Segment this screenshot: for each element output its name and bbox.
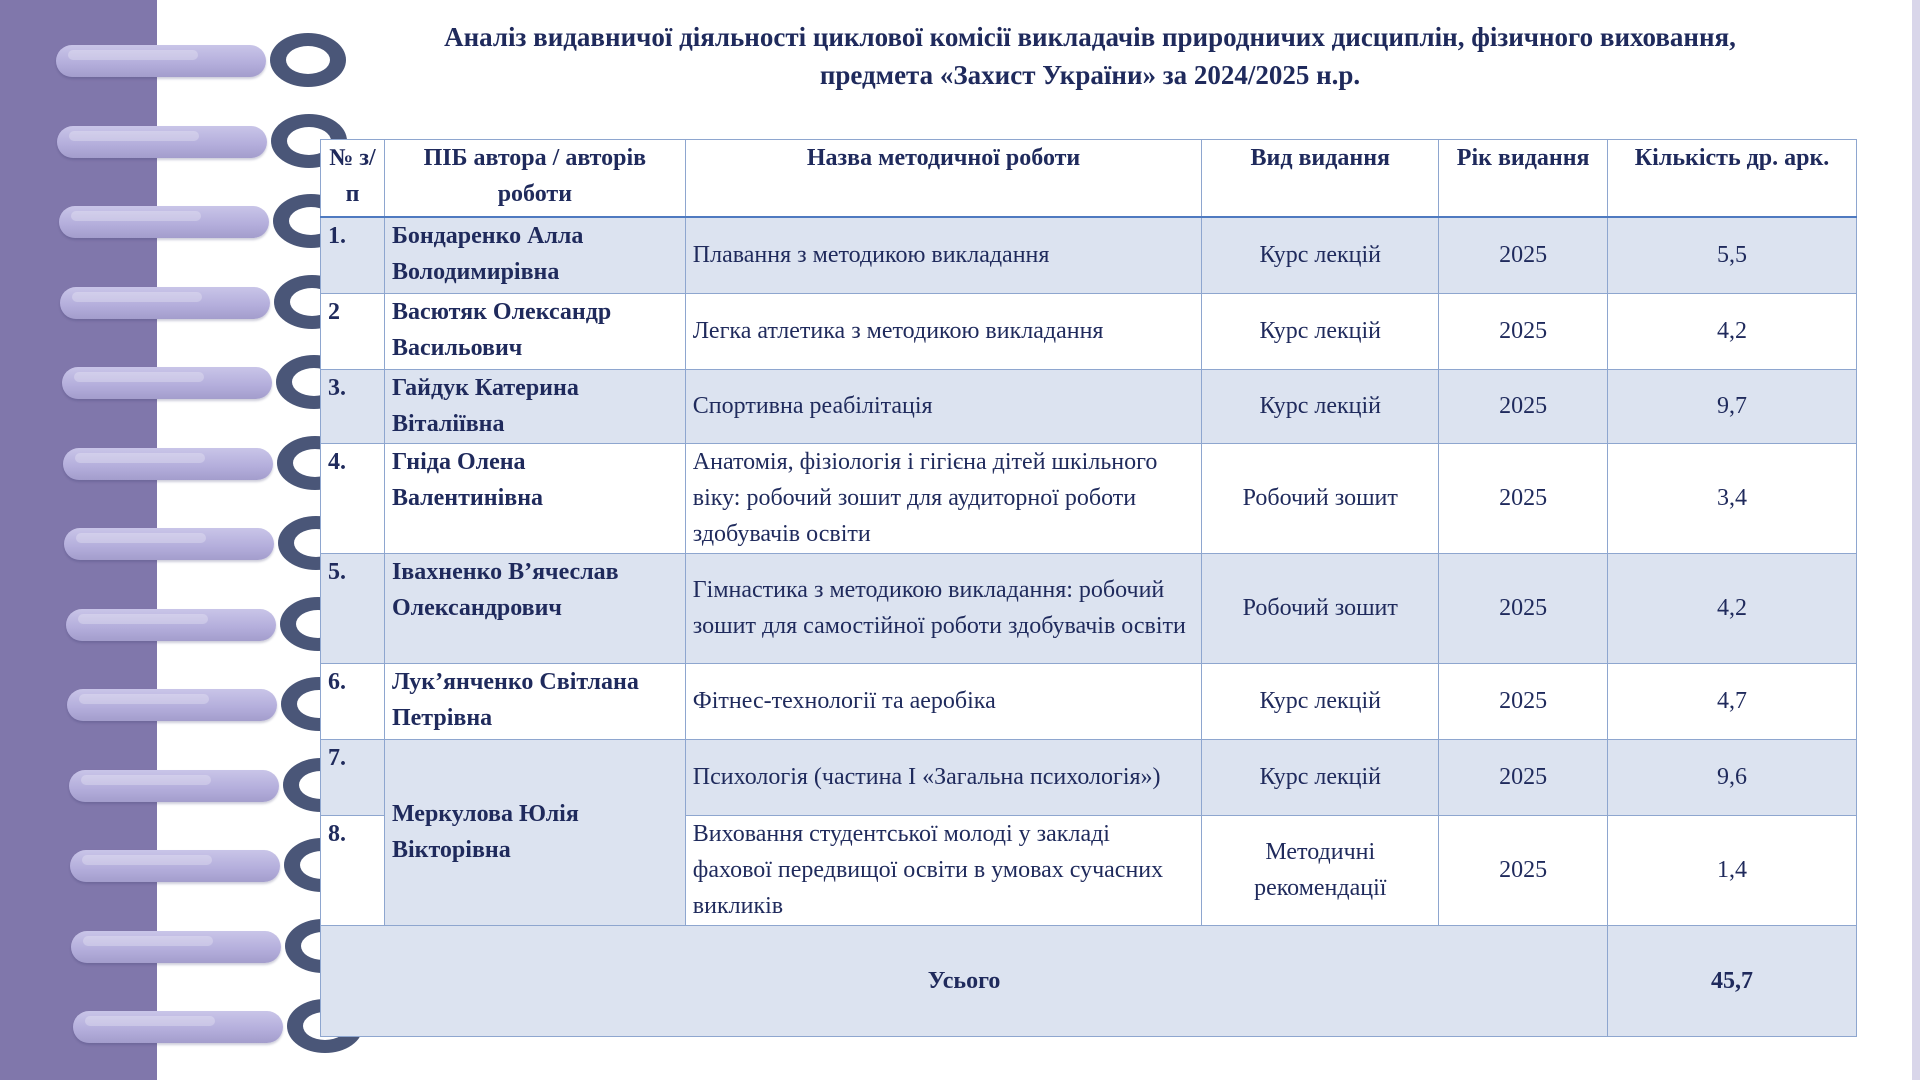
header-type: Вид видання: [1202, 140, 1439, 218]
row-title: Виховання студентської молоді у закладі фахової передвищої освіти в умовах сучасних викликів: [685, 815, 1202, 925]
row-title: Плавання з методикою викладання: [685, 217, 1202, 293]
table-header-row: [321, 140, 1857, 218]
title-line-2: предмета «Захист України» за 2024/2025 н.р.: [819, 60, 1361, 90]
row-type: Курс лекцій: [1202, 739, 1439, 815]
row-num: 8.: [321, 815, 385, 925]
page-title: [300, 18, 1880, 94]
row-title: Гімнастика з методикою викладання: робочий зошит для самостійної роботи здобувачів освіти: [685, 553, 1202, 663]
row-num: 7.: [321, 739, 385, 815]
row-type: Курс лекцій: [1202, 293, 1439, 369]
table-row: [321, 443, 1857, 553]
table-row: [321, 369, 1857, 443]
table-row: [321, 217, 1857, 293]
row-sheets: 4,2: [1608, 553, 1857, 663]
total-value: 45,7: [1608, 925, 1857, 1036]
table-row: [321, 739, 1857, 815]
header-year: Рік видання: [1439, 140, 1608, 218]
row-author: Бондаренко Алла Володимирівна: [384, 217, 685, 293]
row-year: 2025: [1439, 217, 1608, 293]
row-title: Психологія (частина І «Загальна психологія»): [685, 739, 1202, 815]
row-title: Спортивна реабілітація: [685, 369, 1202, 443]
total-label: Усього: [321, 925, 1608, 1036]
header-author: ПІБ автора / авторів роботи: [384, 140, 685, 218]
row-num: 6.: [321, 663, 385, 739]
table-row: [321, 553, 1857, 663]
row-year: 2025: [1439, 443, 1608, 553]
binding-ring: [57, 112, 347, 172]
row-type: Методичні рекомендації: [1202, 815, 1439, 925]
header-name: Назва методичної роботи: [685, 140, 1202, 218]
publications-table: [320, 139, 1857, 1037]
total-row: [321, 925, 1857, 1036]
binding-ring: [66, 595, 356, 655]
row-sheets: 9,7: [1608, 369, 1857, 443]
row-type: Курс лекцій: [1202, 663, 1439, 739]
row-title: Анатомія, фізіологія і гігієна дітей шкільного віку: робочий зошит для аудиторної роботи здобувачів освіти: [685, 443, 1202, 553]
binding-ring: [71, 917, 361, 977]
binding-ring: [60, 273, 350, 333]
row-author: Івахненко В’ячеслав Олександрович: [384, 553, 685, 663]
binding-ring: [62, 353, 352, 413]
row-sheets: 1,4: [1608, 815, 1857, 925]
row-num: 3.: [321, 369, 385, 443]
row-sheets: 4,2: [1608, 293, 1857, 369]
right-edge-strip: [1912, 0, 1920, 1080]
row-author: Лук’янченко Світлана Петрівна: [384, 663, 685, 739]
row-sheets: 4,7: [1608, 663, 1857, 739]
row-year: 2025: [1439, 553, 1608, 663]
row-year: 2025: [1439, 293, 1608, 369]
row-type: Курс лекцій: [1202, 217, 1439, 293]
row-year: 2025: [1439, 369, 1608, 443]
binding-ring: [63, 434, 353, 494]
row-year: 2025: [1439, 815, 1608, 925]
row-type: Робочий зошит: [1202, 553, 1439, 663]
row-num: 2: [321, 293, 385, 369]
header-num: № з/п: [321, 140, 385, 218]
row-author: Васютяк Олександр Васильович: [384, 293, 685, 369]
binding-ring: [64, 514, 354, 574]
binding-ring: [59, 192, 349, 252]
table-row: [321, 293, 1857, 369]
row-sheets: 3,4: [1608, 443, 1857, 553]
row-title: Фітнес-технології та аеробіка: [685, 663, 1202, 739]
row-title: Легка атлетика з методикою викладання: [685, 293, 1202, 369]
row-num: 1.: [321, 217, 385, 293]
row-type: Робочий зошит: [1202, 443, 1439, 553]
binding-ring: [67, 675, 357, 735]
binding-ring: [70, 836, 360, 896]
table-row: [321, 663, 1857, 739]
row-author-merged: Меркулова Юлія Вікторівна: [384, 739, 685, 925]
row-author: Гніда Олена Валентинівна: [384, 443, 685, 553]
row-num: 4.: [321, 443, 385, 553]
row-year: 2025: [1439, 663, 1608, 739]
header-sheets: Кількість др. арк.: [1608, 140, 1857, 218]
row-num: 5.: [321, 553, 385, 663]
row-type: Курс лекцій: [1202, 369, 1439, 443]
binding-ring: [69, 756, 359, 816]
row-author: Гайдук Катерина Віталіївна: [384, 369, 685, 443]
title-line-1: Аналіз видавничої діяльності циклової комісії викладачів природничих дисциплін, фізичного виховання,: [444, 22, 1736, 52]
row-sheets: 9,6: [1608, 739, 1857, 815]
row-sheets: 5,5: [1608, 217, 1857, 293]
row-year: 2025: [1439, 739, 1608, 815]
